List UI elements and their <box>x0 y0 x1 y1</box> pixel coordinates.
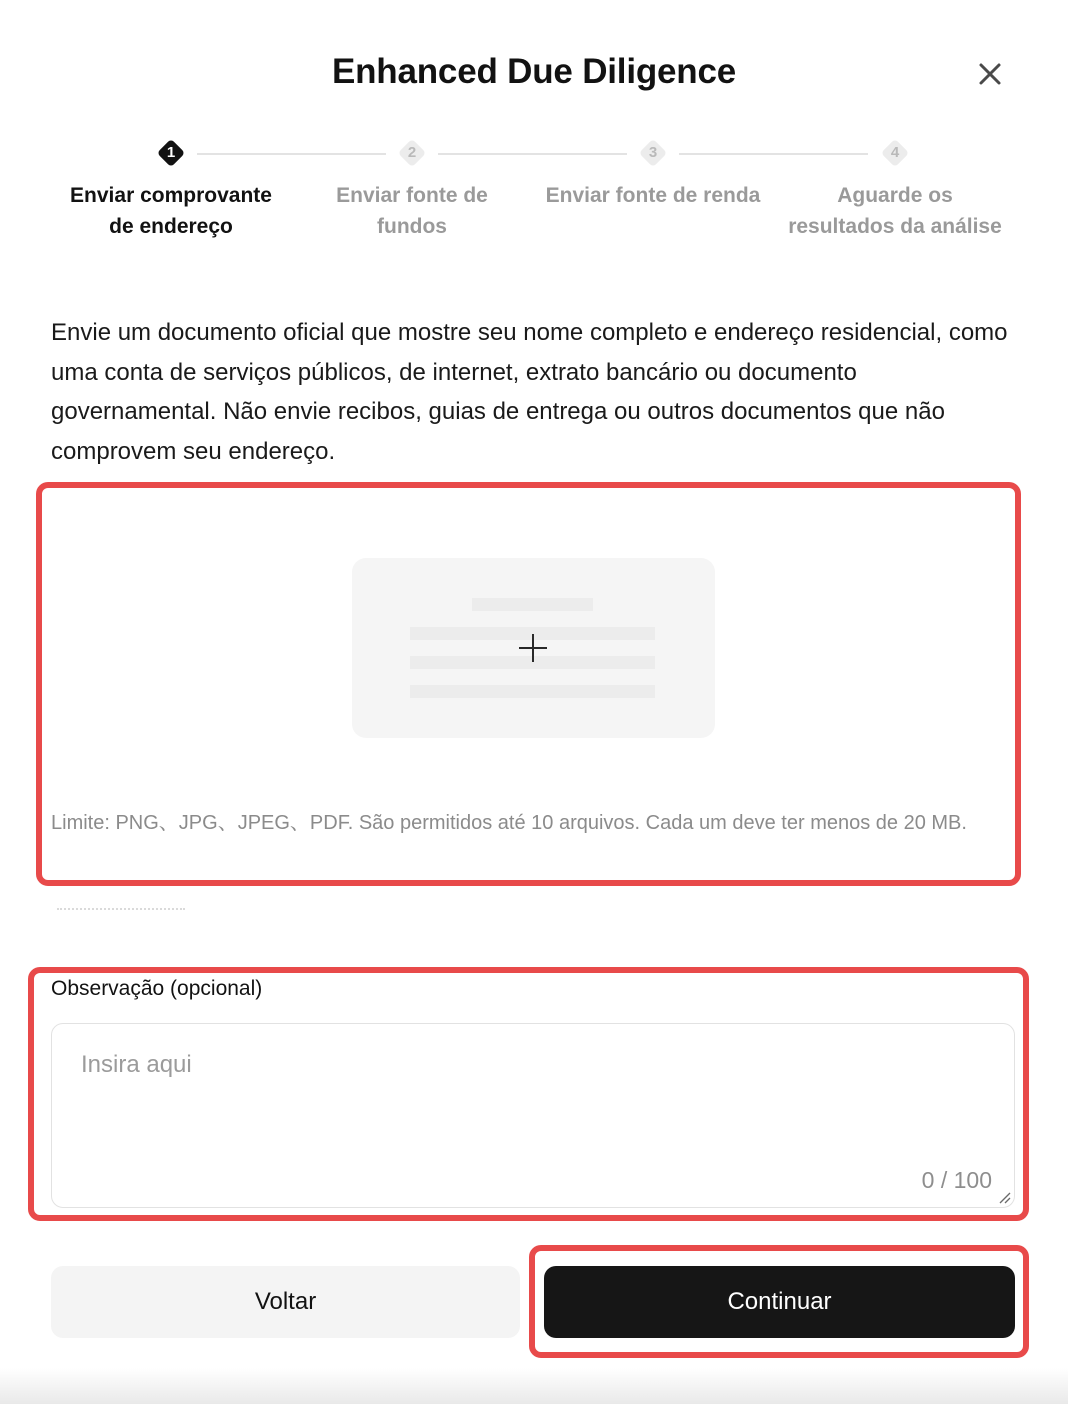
back-button[interactable]: Voltar <box>51 1266 520 1338</box>
close-icon <box>972 56 1008 92</box>
close-button[interactable] <box>972 56 1008 92</box>
step-label: Aguarde os resultados da análise <box>788 184 1002 238</box>
continue-button[interactable]: Continuar <box>544 1266 1015 1338</box>
step-label: Enviar fonte de renda <box>545 184 761 207</box>
step-marker-3: 3 <box>638 138 668 168</box>
step-2 <box>302 138 522 242</box>
plus-icon <box>519 634 547 662</box>
resize-handle-icon[interactable] <box>997 1190 1011 1204</box>
stepper <box>0 138 1068 278</box>
upload-limit-text: Limite: PNG、JPG、JPEG、PDF. São permitidos até 10 arquivos. Cada um deve ter menos de 20 MB. <box>51 812 967 834</box>
instructions-text: Envie um documento oficial que mostre seu nome completo e endereço residencial, como uma conta de serviços públicos, de internet, extrato bancário ou documento governamental. Não envie recibos, guias de entrega ou outros documentos que não comprovem seu endereço. <box>51 319 1008 465</box>
placeholder-line <box>472 598 593 611</box>
note-label: Observação (opcional) <box>51 977 263 1000</box>
bottom-shadow <box>0 1368 1068 1404</box>
step-4 <box>785 138 1005 242</box>
step-label: Enviar comprovante de endereço <box>70 184 272 238</box>
step-marker-4: 4 <box>880 138 910 168</box>
step-marker-2: 2 <box>397 138 427 168</box>
step-label: Enviar fonte de fundos <box>336 184 488 238</box>
divider <box>57 908 185 910</box>
note-field-container <box>51 1023 1015 1208</box>
upload-dropzone[interactable] <box>352 558 715 738</box>
step-3 <box>543 138 763 211</box>
note-textarea[interactable] <box>52 1024 1014 1207</box>
step-1 <box>61 138 281 242</box>
placeholder-line <box>410 685 655 698</box>
modal-title: Enhanced Due Diligence <box>331 52 737 91</box>
character-counter: 0 / 100 <box>921 1167 992 1193</box>
step-marker-1: 1 <box>156 138 186 168</box>
